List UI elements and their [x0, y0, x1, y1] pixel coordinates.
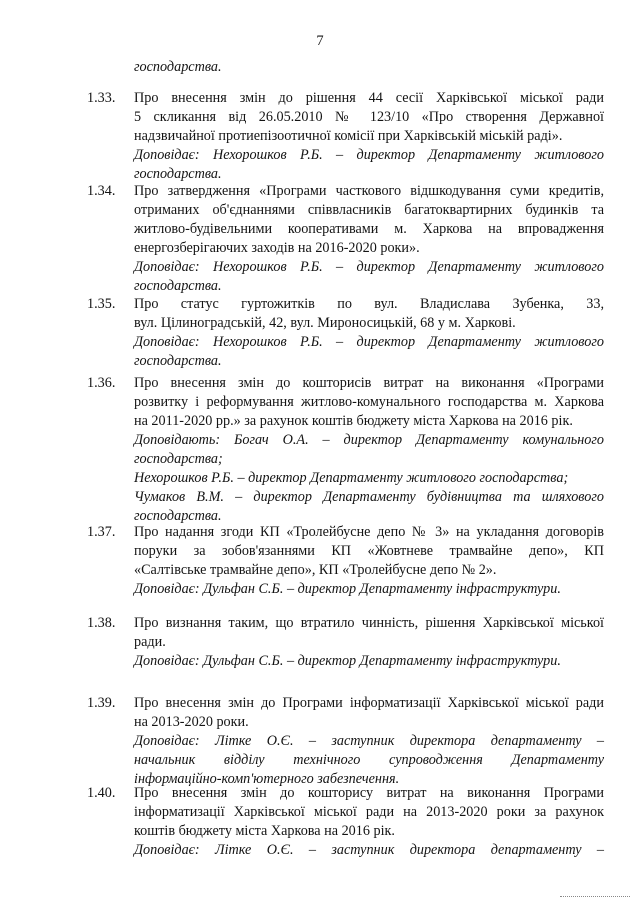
item-text-line: Про статус гуртожитків по вул. Владислава Зубенка, 33, — [134, 296, 604, 312]
item-text-line: Про внесення змін до Програми інформатизації Харківської міської ради — [134, 695, 604, 711]
speaker-line: Доповідає: Нехорошков Р.Б. – директор Департаменту житлового — [134, 259, 604, 275]
item-text-line: Про надання згоди КП «Тролейбусне депо № 3» на укладання договорів — [134, 524, 604, 540]
item-body — [134, 614, 604, 671]
item-text-line: енергозберігаючих заходів на 2016-2020 роки». — [134, 240, 420, 256]
item-body — [134, 182, 604, 296]
speaker-line: Нехорошков Р.Б. – директор Департаменту житлового господарства; — [134, 470, 569, 486]
item-text-line: Про затвердження «Програми часткового відшкодування суми кредитів, — [134, 183, 604, 199]
item-text-line: поруки за зобов'язаннями КП «Жовтневе трамвайне депо», КП — [134, 543, 604, 559]
item-body — [134, 295, 604, 371]
speaker-line: Доповідає: Дульфан С.Б. – директор Департаменту інфраструктури. — [134, 653, 561, 669]
item-text-line: Про внесення змін до рішення 44 сесії Харківської міської ради — [134, 90, 604, 106]
item-body — [134, 89, 604, 184]
item-body — [134, 694, 604, 789]
speaker-line: господарства. — [134, 278, 222, 294]
item-text-line: Про визнання таким, що втратило чинність, рішення Харківської міської — [134, 615, 604, 631]
speaker-line: Чумаков В.М. – директор Департаменту будівництва та шляхового — [134, 489, 604, 505]
item-number: 1.37. — [87, 524, 116, 540]
speaker-line: Доповідають: Богач О.А. – директор Департаменту комунального — [134, 432, 604, 448]
item-number: 1.38. — [87, 615, 116, 631]
item-text-line: 5 скликання від 26.05.2010 № 123/10 «Про створення Державної — [134, 109, 604, 125]
speaker-line: Доповідає: Дульфан С.Б. – директор Департаменту інфраструктури. — [134, 581, 561, 597]
item-text-line: інформатизації Харківської міської ради на 2013-2020 роки за рахунок — [134, 804, 604, 820]
item-text-line: Про внесення змін до кошторису витрат на виконання Програми — [134, 785, 604, 801]
speaker-line: начальник відділу технічного супроводження Департаменту — [134, 752, 604, 768]
speaker-line: Доповідає: Літке О.Є. – заступник директора департаменту – — [134, 842, 604, 858]
page-number: 7 — [316, 33, 324, 49]
speaker-line: господарства. — [134, 353, 222, 369]
item-number: 1.36. — [87, 375, 116, 391]
item-text-line: ради. — [134, 634, 166, 650]
speaker-line: господарства. — [134, 166, 222, 182]
page-edge-marks — [560, 896, 630, 898]
item-text-line: житлово-будівельними кооперативами м. Харкова на впровадження — [134, 221, 604, 237]
speaker-line: Доповідає: Нехорошков Р.Б. – директор Департаменту житлового — [134, 147, 604, 163]
item-body — [134, 784, 604, 860]
item-number: 1.39. — [87, 695, 116, 711]
speaker-line: інформаційно-комп'ютерного забезпечення. — [134, 771, 400, 787]
item-text-line: на 2011-2020 рр.» за рахунок коштів бюджету міста Харкова на 2016 рік. — [134, 413, 573, 429]
item-text-line: на 2013-2020 роки. — [134, 714, 249, 730]
item-text-line: Про внесення змін до кошторисів витрат на виконання «Програми — [134, 375, 604, 391]
item-text-line: розвитку і реформування житлово-комунального господарства м. Харкова — [134, 394, 604, 410]
item-number: 1.35. — [87, 296, 116, 312]
carryover-text: господарства. — [134, 59, 222, 75]
item-body — [134, 523, 604, 599]
item-text-line: надзвичайної протиепізоотичної комісії при Харківській міській раді». — [134, 128, 563, 144]
item-number: 1.40. — [87, 785, 116, 801]
speaker-line: господарства. — [134, 508, 222, 524]
item-text-line: коштів бюджету міста Харкова на 2016 рік. — [134, 823, 395, 839]
item-number: 1.34. — [87, 183, 116, 199]
item-body — [134, 374, 604, 526]
item-number: 1.33. — [87, 90, 116, 106]
item-text-line: «Салтівське трамвайне депо», КП «Тролейбусне депо № 2». — [134, 562, 497, 578]
item-text-line: отриманих об'єднаннями співвласників багатоквартирних будинків та — [134, 202, 604, 218]
item-text-line: вул. Цілиноградській, 42, вул. Мироносицькій, 68 у м. Харкові. — [134, 315, 516, 331]
speaker-line: Доповідає: Літке О.Є. – заступник директора департаменту – — [134, 733, 604, 749]
speaker-line: Доповідає: Нехорошков Р.Б. – директор Департаменту житлового — [134, 334, 604, 350]
speaker-line: господарства; — [134, 451, 223, 467]
